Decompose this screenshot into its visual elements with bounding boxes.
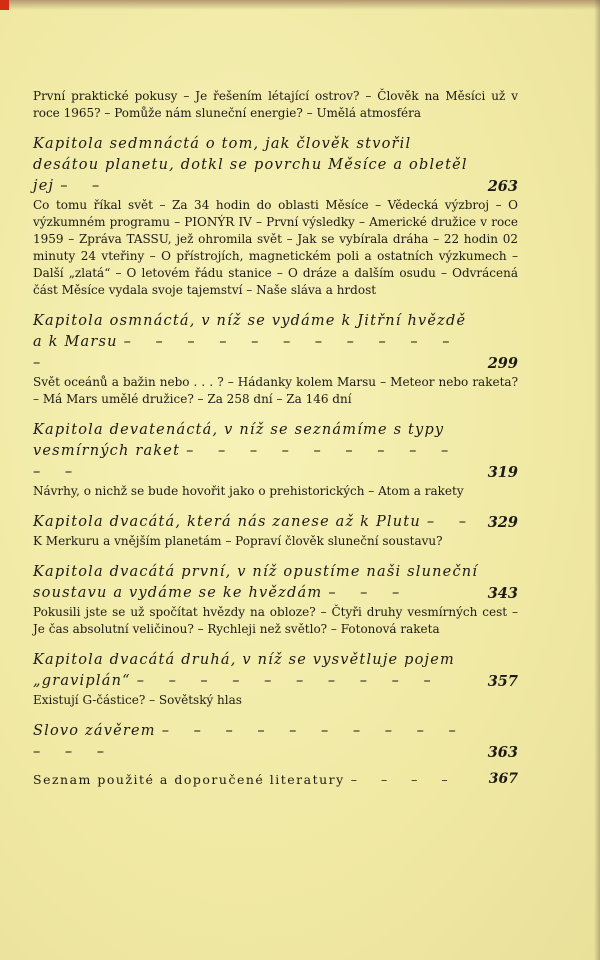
page-top-edge (0, 0, 600, 10)
leader-dashes: – – – – – – – – – – – (33, 443, 459, 480)
leader-dashes: – – (60, 178, 110, 194)
chapter-19 (33, 420, 518, 500)
leader-dashes: – – – – (350, 772, 458, 787)
chapter-title (33, 134, 518, 197)
chapter-title-text: Kapitola dvacátá druhá, v níž se vysvětluje pojem „graviplán“ (33, 652, 455, 689)
page-right-edge (594, 0, 600, 960)
chapter-subtopics: Návrhy, o nichž se bude hovořit jako o prehistorických – Atom a rakety (33, 484, 464, 498)
page-number: 343 (487, 585, 518, 602)
chapter-subtopics: Existují G-částice? – Sovětský hlas (33, 693, 242, 707)
leader-dashes: – – – – – – – – – – – – – (33, 723, 466, 760)
chapter-title-text: Kapitola devatenáctá, v níž se seznámíme s typy vesmírných raket (33, 422, 445, 459)
page-number: 263 (487, 178, 518, 195)
bibliography-title (33, 769, 518, 790)
page-number: 319 (487, 464, 518, 481)
chapter-18 (33, 311, 518, 408)
leader-dashes: – – – – – – – – – – – – (33, 334, 460, 371)
bibliography-title-text: Seznam použité a doporučené literatury (33, 772, 345, 787)
red-corner-mark (0, 0, 9, 10)
chapter-title-text: Kapitola dvacátá první, v níž opustíme naši sluneční soustavu a vydáme se ke hvězdám (33, 564, 479, 601)
table-of-contents (33, 88, 518, 790)
intro-subtopics: První praktické pokusy – Je řešením létající ostrov? – Člověk na Měsíci už v roce 1965? – Pomůže nám sluneční energie? – Umělá atmosféra (33, 89, 518, 120)
page-number: 363 (487, 744, 518, 761)
closing-title-text: Slovo závěrem (33, 723, 156, 739)
chapter-22 (33, 650, 518, 709)
leader-dashes: – – – (328, 585, 410, 601)
chapter-21 (33, 562, 518, 638)
leader-dashes: – – (426, 514, 476, 530)
page-number: 367 (488, 771, 518, 787)
chapter-title (33, 512, 518, 533)
chapter-subtopics: Svět oceánů a bažin nebo . . . ? – Hádanky kolem Marsu – Meteor nebo raketa? – Má Mars umělé družice? – Za 258 dní – Za 146 dní (33, 375, 518, 406)
chapter-subtopics: Pokusili jste se už spočítat hvězdy na obloze? – Čtyři druhy vesmírných cest – Je čas absolutní veličinou? – Rychleji než světlo? – Fotonová raketa (33, 605, 518, 636)
page-number: 329 (487, 514, 518, 531)
bibliography (33, 769, 518, 790)
chapter-title-text: Kapitola dvacátá, která nás zanese až k Plutu (33, 514, 421, 530)
chapter-title-text: Kapitola osmnáctá, v níž se vydáme k Jitřní hvězdě a k Marsu (33, 313, 467, 350)
chapter-title (33, 562, 518, 604)
chapter-20 (33, 512, 518, 550)
chapter-title (33, 420, 518, 483)
page-number: 299 (487, 355, 518, 372)
chapter-17 (33, 134, 518, 299)
chapter-title-text: Kapitola sedmnáctá o tom, jak člověk stvořil desátou planetu, dotkl se povrchu Měsíce a obletěl jej (33, 136, 468, 194)
chapter-title (33, 311, 518, 374)
page-number: 357 (487, 673, 518, 690)
leader-dashes: – – – – – – – – – – (136, 673, 441, 689)
closing-word (33, 721, 518, 763)
chapter-title (33, 650, 518, 692)
chapter-subtopics: K Merkuru a vnějším planetám – Popraví člověk sluneční soustavu? (33, 534, 443, 548)
chapter-subtopics: Co tomu říkal svět – Za 34 hodin do oblasti Měsíce – Vědecká výzbroj – O výzkumném programu – PIONÝR IV – První výsledky – Americké družice v roce 1959 – Zpráva TASSU, jež ohromila svět – Jak se vybírala dráha – 22 hodin 02 minuty 24 vteřiny – O přístrojích, magnetickém poli a ostatních výzkumech – Další „zlatá“ – O letovém řádu stanice – O dráze a dalším osudu – Odvrácená část Měsíce vydala svoje tajemství – Naše sláva a hrdost (33, 198, 518, 297)
closing-title (33, 721, 518, 763)
